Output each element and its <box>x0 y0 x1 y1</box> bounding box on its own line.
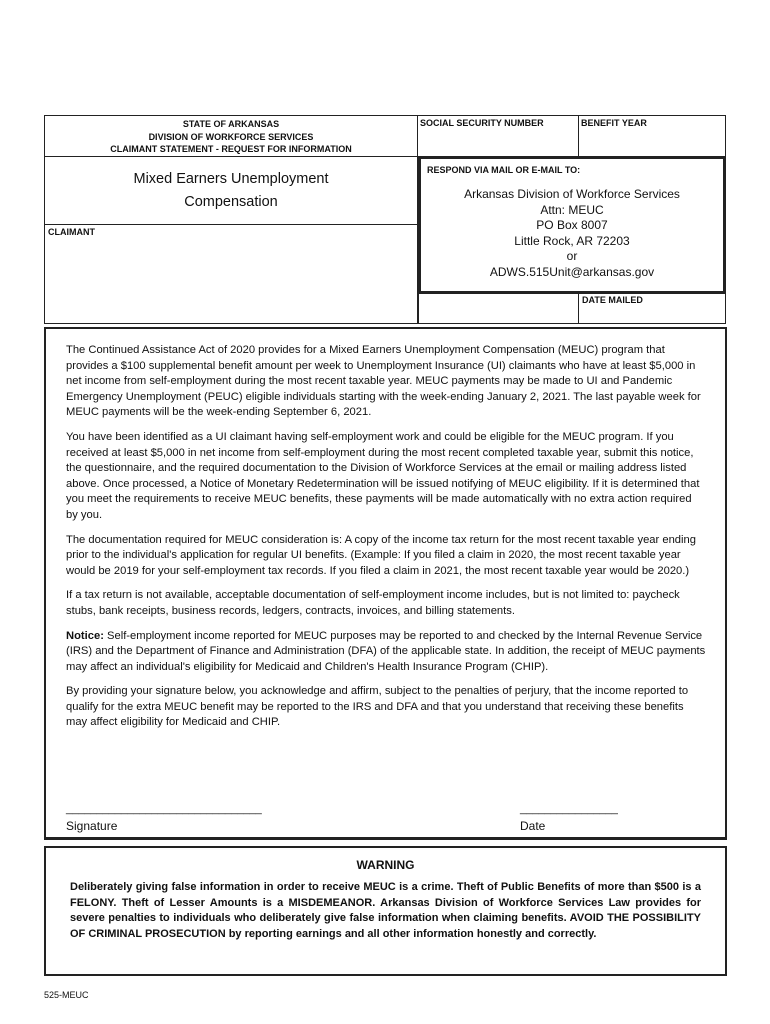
form-number: 525-MEUC <box>44 990 89 1000</box>
agency-line-state: STATE OF ARKANSAS <box>182 119 280 129</box>
respond-to-box <box>418 156 726 294</box>
signature-line[interactable]: ________________________________ <box>66 803 262 815</box>
paragraph-affirmation: By providing your signature below, you acknowledge and affirm, subject to the penalties of perjury, that the income reported to qualify for the extra MEUC benefit may be reported to the IRS and DFA and that you understand that receiving these benefits may affect eligibility for Medicaid and CHIP. <box>66 685 689 729</box>
address-line: Arkansas Division of Workforce Services <box>464 187 680 201</box>
address-line: PO Box 8007 <box>536 218 608 232</box>
ssn-label: SOCIAL SECURITY NUMBER <box>420 118 544 128</box>
date-label: Date <box>520 819 546 833</box>
mailing-address <box>421 187 723 280</box>
claimant-field[interactable] <box>44 224 418 324</box>
email-address: ADWS.515Unit@arkansas.gov <box>489 264 655 279</box>
benefit-year-field[interactable] <box>578 115 726 157</box>
paragraph-alternative-docs: If a tax return is not available, acceptable documentation of self-employment income includes, but is not limited to: paycheck stubs, bank receipts, business records, ledgers, contracts, invoices, and billing statements. <box>66 589 680 617</box>
paragraph-documentation: The documentation required for MEUC consideration is: A copy of the income tax return for the most recent taxable year ending prior to the individual's application for regular UI benefits. (Example: If you filed a claim in 2020, the most recent taxable year would be 2019 for your self-employment tax records. If you filed a claim in 2021, the most recent taxable year would be 2020.) <box>66 533 696 577</box>
address-line: or <box>566 249 578 263</box>
statement-body <box>44 327 727 840</box>
agency-header <box>44 115 418 157</box>
date-mailed-field[interactable] <box>578 293 726 324</box>
paragraph-program: The Continued Assistance Act of 2020 provides for a Mixed Earners Unemployment Compensation (MEUC) program that provides a $100 supplemental benefit amount per week to Unemployment Insurance (UI) claimants who have at least $5,000 in net income from self-employment during the most recent taxable year. MEUC payments may be made to UI and Pandemic Emergency Unemployment (PEUC) eligible individuals starting with the week-ending January 2, 2021. The last payable week for MEUC payments will be the week-ending September 6, 2021. <box>66 344 701 419</box>
agency-line-form-title: CLAIMANT STATEMENT - REQUEST FOR INFORMATION <box>110 144 352 154</box>
benefit-year-label: BENEFIT YEAR <box>581 118 647 128</box>
warning-box <box>44 846 727 976</box>
agency-line-division: DIVISION OF WORKFORCE SERVICES <box>148 131 314 142</box>
date-mailed-label: DATE MAILED <box>582 295 643 305</box>
ssn-field[interactable] <box>417 115 579 157</box>
program-title-line2: Compensation <box>184 194 278 210</box>
blank-field[interactable] <box>418 293 579 324</box>
address-line: Attn: MEUC <box>540 202 604 217</box>
date-line[interactable]: ________________ <box>520 803 618 815</box>
paragraph-eligibility: You have been identified as a UI claimant having self-employment work and could be eligible for the MEUC program. If you received at least $5,000 in net income from self-employment during the most recent completed taxable year, submit this notice, the questionnaire, and the required documentation to the Division of Workforce Services at the email or mailing address listed above. Once processed, a Notice of Monetary Redetermination will be issued notifying of MEUC eligibility. If it is determined that you meet the requirements to receive MEUC benefits, these payments will be made automatically with no extra action required by you. <box>66 430 700 521</box>
signature-label: Signature <box>66 819 118 833</box>
claimant-label: CLAIMANT <box>48 227 95 237</box>
warning-title: WARNING <box>356 858 415 872</box>
address-line: Little Rock, AR 72203 <box>514 233 630 248</box>
program-title <box>45 168 417 214</box>
notice-text: Self-employment income reported for MEUC purposes may be reported to and checked by the Internal Revenue Service (IRS) and the Department of Finance and Administration (DFA) of the applicable state. In addition, the receipt of MEUC payments may affect an individual's eligibility for Medicaid and Children's Health Insurance Program (CHIP). <box>66 629 706 673</box>
notice-label: Notice: <box>66 629 104 642</box>
respond-label: RESPOND VIA MAIL OR E-MAIL TO: <box>427 165 581 175</box>
warning-text: Deliberately giving false information in order to receive MEUC is a crime. Theft of Public Benefits of more than $500 is a FELONY. Theft of Lesser Amounts is a MISDEMEANOR. Arkansas Division of Workforce Services Law provides for severe penalties to individuals who deliberately give false information when claiming benefits. AVOID THE POSSIBILITY OF CRIMINAL PROSECUTION by reporting earnings and all other information honestly and correctly. <box>70 881 701 941</box>
paragraph-notice <box>66 629 706 676</box>
program-title-line1: Mixed Earners Unemployment <box>133 171 329 187</box>
program-title-box <box>44 156 418 225</box>
